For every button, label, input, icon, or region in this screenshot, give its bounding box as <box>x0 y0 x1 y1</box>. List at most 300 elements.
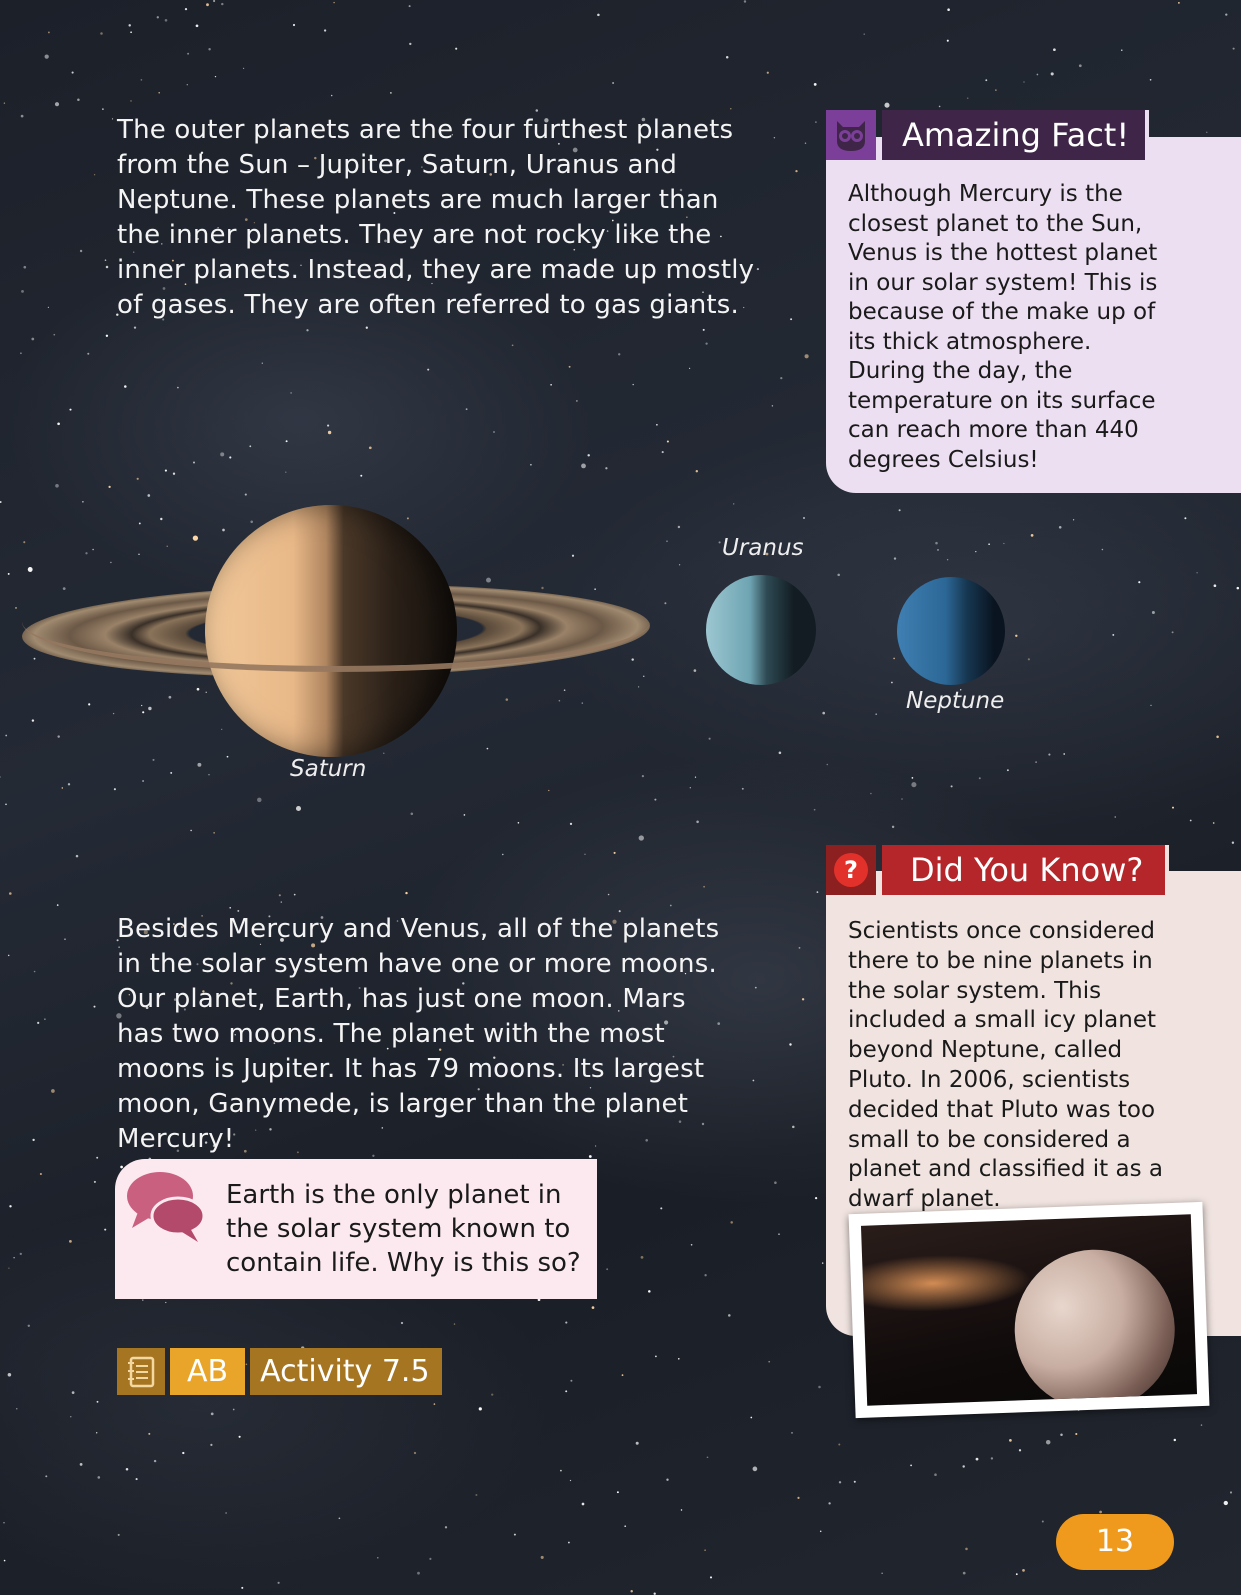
star <box>34 971 36 973</box>
star <box>366 327 368 329</box>
star <box>1216 736 1219 739</box>
star <box>815 121 817 123</box>
star <box>278 1582 280 1584</box>
star <box>1138 581 1140 583</box>
star <box>390 92 392 94</box>
star <box>220 452 224 456</box>
star <box>64 939 65 940</box>
did-you-know-header <box>826 845 1169 895</box>
star <box>1237 587 1240 590</box>
star <box>108 486 110 488</box>
star <box>864 33 865 34</box>
star <box>1150 705 1151 706</box>
star <box>679 564 680 565</box>
star <box>654 799 656 801</box>
star <box>612 82 614 84</box>
star <box>753 1080 755 1082</box>
star <box>493 431 494 432</box>
star <box>592 1306 595 1309</box>
star <box>15 607 17 609</box>
star <box>227 756 229 758</box>
star <box>110 562 111 563</box>
star <box>892 826 894 828</box>
star <box>114 788 116 790</box>
page-number: 13 <box>1056 1514 1174 1570</box>
star <box>965 1548 968 1551</box>
star <box>1201 1424 1202 1425</box>
star <box>369 446 372 449</box>
star <box>80 1463 83 1466</box>
star <box>466 408 468 410</box>
star <box>187 84 188 85</box>
star <box>1042 1521 1044 1523</box>
did-you-know-text: Scientists once considered there to be nine planets in the solar system. This included a small icy planet beyond Neptune, called Pluto. In 2006, scientists decided that Pluto was too small to be considered a planet and classified it as a dwarf planet. <box>848 918 1163 1213</box>
star <box>901 798 903 800</box>
star <box>894 557 896 559</box>
star <box>1009 1439 1012 1442</box>
uranus-label: Uranus <box>722 535 804 561</box>
star <box>742 788 744 790</box>
star <box>587 454 589 456</box>
star <box>165 1302 166 1303</box>
star <box>570 1480 571 1481</box>
star <box>124 385 127 388</box>
star <box>294 894 296 896</box>
star <box>666 540 667 541</box>
star <box>1059 526 1062 529</box>
star <box>1102 549 1104 551</box>
star <box>411 813 414 816</box>
star <box>434 1403 436 1405</box>
star <box>208 774 209 775</box>
star <box>193 462 195 464</box>
star <box>838 1443 840 1445</box>
star <box>383 753 384 754</box>
star <box>691 1244 693 1246</box>
pluto-image <box>1012 1247 1177 1406</box>
star <box>77 99 80 102</box>
star <box>502 854 503 855</box>
star <box>594 588 596 590</box>
saturn-label: Saturn <box>290 756 367 782</box>
discussion-question: Earth is the only planet in the solar system known to contain life. Why is this so? <box>226 1180 581 1278</box>
star <box>112 118 113 119</box>
star <box>215 76 216 77</box>
star <box>755 987 757 989</box>
star <box>333 2 334 3</box>
star <box>1031 534 1034 537</box>
star <box>1184 517 1186 519</box>
star <box>360 475 362 477</box>
star <box>245 494 247 496</box>
star <box>445 1526 447 1528</box>
star <box>951 785 953 787</box>
star <box>985 79 987 81</box>
star <box>0 776 1 777</box>
star <box>939 106 941 108</box>
star <box>617 1491 619 1493</box>
star <box>21 115 24 118</box>
intro-paragraph: The outer planets are the four furthest planets from the Sun – Jupiter, Saturn, Uranus and Neptune. These planets are much larger than the inner planets. They are not rocky like the inner planets. Instead, they are made up mostly of gases. They are often referred to gas giants. <box>117 115 755 320</box>
star <box>703 329 705 331</box>
star <box>72 72 74 74</box>
star <box>57 735 59 737</box>
star <box>689 368 690 369</box>
star <box>799 947 801 949</box>
notebook-icon <box>117 1348 165 1395</box>
star <box>141 79 143 81</box>
pluto-photo <box>849 1202 1210 1418</box>
star <box>643 676 644 677</box>
neptune-image <box>897 577 1005 685</box>
star <box>792 1126 795 1129</box>
star <box>584 854 585 855</box>
star <box>576 400 578 402</box>
star <box>569 366 571 368</box>
star <box>506 698 509 701</box>
star <box>753 1467 758 1472</box>
star <box>1003 543 1004 544</box>
star <box>705 342 707 344</box>
star <box>152 759 154 761</box>
star <box>1172 631 1174 633</box>
star <box>48 307 49 308</box>
star <box>768 1361 770 1363</box>
star <box>565 1322 567 1324</box>
star <box>780 377 782 379</box>
star <box>696 821 699 824</box>
star <box>805 354 809 358</box>
star <box>96 1157 98 1159</box>
star <box>72 1391 75 1394</box>
did-you-know-title: Did You Know? <box>882 845 1169 895</box>
star <box>565 1390 567 1392</box>
star <box>136 1478 138 1480</box>
star <box>581 463 586 468</box>
star <box>225 1512 227 1514</box>
star <box>1150 79 1152 81</box>
star <box>582 1503 585 1506</box>
star <box>173 473 175 475</box>
star <box>486 578 491 583</box>
star <box>142 711 144 713</box>
activity-link[interactable] <box>117 1348 442 1395</box>
star <box>678 526 680 528</box>
star <box>802 998 804 1000</box>
star <box>1035 761 1037 763</box>
star <box>614 852 616 854</box>
star <box>1079 64 1082 67</box>
star <box>229 456 231 458</box>
star <box>774 1181 777 1184</box>
star <box>703 886 705 888</box>
star <box>1115 816 1116 817</box>
star <box>910 1464 912 1466</box>
star <box>208 48 210 50</box>
star <box>296 806 301 811</box>
star <box>1028 658 1030 660</box>
star <box>791 1432 792 1433</box>
star <box>63 587 66 590</box>
star <box>148 707 151 710</box>
star <box>822 712 825 715</box>
star <box>32 719 34 721</box>
star <box>221 3 223 5</box>
star <box>148 1433 150 1435</box>
star <box>57 422 60 425</box>
star <box>1063 753 1065 755</box>
star <box>618 353 620 355</box>
owl-icon <box>826 110 876 160</box>
star <box>875 713 877 715</box>
star <box>572 555 574 557</box>
star <box>339 1517 341 1519</box>
star <box>8 1373 12 1377</box>
star <box>1016 1573 1018 1575</box>
star <box>62 787 63 788</box>
star <box>837 574 840 577</box>
star <box>37 1022 39 1024</box>
star <box>55 102 59 106</box>
star <box>68 783 70 785</box>
star <box>912 777 914 779</box>
star <box>795 170 797 172</box>
star <box>170 772 172 774</box>
star <box>51 1089 55 1093</box>
star <box>491 1393 493 1395</box>
star <box>730 1221 733 1224</box>
star <box>479 1407 482 1410</box>
star <box>331 95 333 97</box>
star <box>45 1475 47 1477</box>
star <box>229 907 231 909</box>
star <box>678 1358 680 1360</box>
star <box>80 250 82 252</box>
star <box>211 1413 214 1416</box>
star <box>1075 1433 1077 1435</box>
star <box>560 1470 562 1472</box>
star <box>1225 13 1227 15</box>
amazing-fact-title: Amazing Fact! <box>882 110 1149 160</box>
star <box>814 83 817 86</box>
star <box>642 775 644 777</box>
star <box>935 542 938 545</box>
star <box>429 1558 431 1560</box>
star <box>407 517 409 519</box>
star <box>536 109 539 112</box>
star <box>28 567 33 572</box>
star <box>9 1205 11 1207</box>
star <box>1233 48 1235 50</box>
star <box>324 29 326 31</box>
star <box>1112 634 1114 636</box>
star <box>104 1229 106 1231</box>
star <box>822 1262 823 1263</box>
star <box>94 1006 96 1008</box>
star <box>464 814 466 816</box>
star <box>839 1481 841 1483</box>
star <box>147 494 150 497</box>
star <box>92 549 94 551</box>
star <box>97 1401 99 1403</box>
star <box>206 692 207 693</box>
star <box>69 1240 72 1243</box>
star <box>624 1525 626 1527</box>
star <box>206 3 209 6</box>
star <box>169 696 172 699</box>
star <box>285 471 286 472</box>
star <box>13 1257 14 1258</box>
star <box>243 68 244 69</box>
star <box>1213 822 1215 824</box>
star <box>582 702 583 703</box>
star <box>962 1465 964 1467</box>
star <box>709 738 711 740</box>
star <box>279 894 281 896</box>
star <box>40 1173 42 1175</box>
neptune-label: Neptune <box>906 688 1005 714</box>
star <box>249 445 251 447</box>
star <box>69 409 71 411</box>
star <box>891 682 893 684</box>
star <box>167 546 168 547</box>
star <box>76 855 79 858</box>
star <box>1121 50 1122 51</box>
star <box>790 318 792 320</box>
star <box>1174 1439 1176 1441</box>
star <box>730 108 731 109</box>
star <box>631 658 633 660</box>
star <box>177 387 179 389</box>
star <box>23 266 26 269</box>
star <box>1206 132 1207 133</box>
star <box>221 729 222 730</box>
star <box>1178 2 1180 4</box>
star <box>8 955 10 957</box>
star <box>4 1560 6 1562</box>
star <box>979 777 981 779</box>
star <box>5 803 7 805</box>
star <box>20 352 22 354</box>
activity-label: Activity 7.5 <box>250 1348 441 1395</box>
svg-text:?: ? <box>844 856 858 884</box>
star <box>664 602 666 604</box>
star <box>417 1572 420 1575</box>
star <box>559 700 561 702</box>
star <box>548 790 549 791</box>
star <box>142 780 144 782</box>
star <box>134 326 136 328</box>
star <box>154 1460 156 1462</box>
star <box>409 5 411 7</box>
star <box>1073 519 1074 520</box>
star <box>165 470 167 472</box>
star <box>947 8 950 11</box>
star <box>31 338 34 341</box>
star <box>719 541 721 543</box>
star <box>20 1253 22 1255</box>
star <box>1060 1433 1063 1436</box>
star <box>975 551 976 552</box>
star <box>779 752 782 755</box>
star <box>44 1018 46 1020</box>
star <box>789 1043 791 1045</box>
star <box>815 1197 817 1199</box>
star <box>828 1502 830 1504</box>
star <box>128 24 130 26</box>
star <box>21 290 24 293</box>
star <box>774 137 775 138</box>
star <box>401 1322 403 1324</box>
star <box>530 464 532 466</box>
star <box>1190 820 1192 822</box>
star <box>1015 635 1017 637</box>
star <box>696 470 698 472</box>
star <box>405 892 407 894</box>
star <box>286 440 288 442</box>
star <box>550 384 552 386</box>
star <box>893 658 895 660</box>
star <box>695 777 696 778</box>
star <box>638 686 639 687</box>
star <box>826 764 828 766</box>
star <box>142 1299 143 1300</box>
star <box>797 1497 799 1499</box>
star <box>157 16 159 18</box>
star <box>1196 572 1197 573</box>
star <box>817 891 819 893</box>
star <box>233 1409 235 1411</box>
star <box>94 1181 96 1183</box>
star <box>744 0 746 2</box>
star <box>16 1408 17 1409</box>
star <box>222 529 225 532</box>
star <box>210 1444 212 1446</box>
star <box>241 1587 243 1589</box>
star <box>28 1325 30 1327</box>
star <box>1048 754 1050 756</box>
star <box>512 344 514 346</box>
star <box>934 1473 937 1476</box>
star <box>185 8 187 10</box>
star <box>704 1549 706 1551</box>
star <box>100 32 103 35</box>
star <box>45 54 49 58</box>
star <box>641 1256 644 1259</box>
star <box>0 501 2 503</box>
star <box>1053 48 1056 51</box>
star <box>293 24 295 26</box>
star <box>814 809 816 811</box>
star <box>487 748 489 750</box>
star <box>991 1457 993 1459</box>
star <box>750 1417 752 1419</box>
star <box>655 1356 657 1358</box>
star <box>636 1442 639 1445</box>
star <box>805 142 806 143</box>
star <box>57 904 59 906</box>
star <box>213 832 214 833</box>
star <box>1007 769 1009 771</box>
star <box>113 713 114 714</box>
star <box>597 14 600 17</box>
star <box>820 1531 822 1533</box>
star <box>8 1268 9 1269</box>
star <box>1232 842 1234 844</box>
star <box>670 905 672 907</box>
star <box>48 31 50 33</box>
question-icon <box>826 845 876 895</box>
